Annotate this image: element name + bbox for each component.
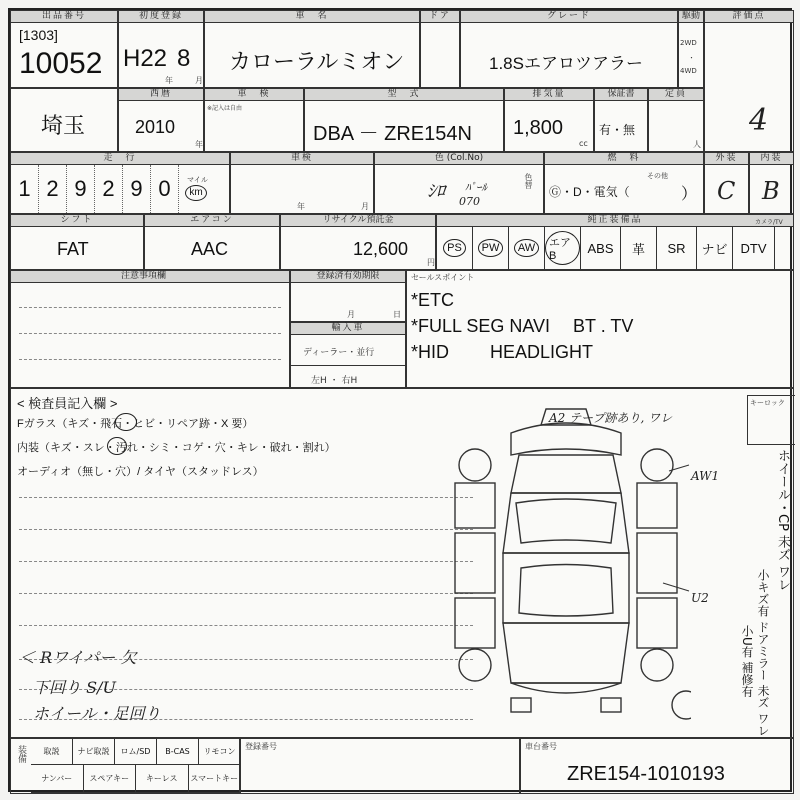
door-label: ドア [421, 11, 459, 23]
accessory-item: ナビ取説 [73, 739, 115, 765]
interior-label: 内装 [750, 153, 793, 165]
import-cell [290, 322, 406, 388]
recycle-amount: 12,600 [353, 239, 409, 259]
key-lock-label: キーロック [750, 399, 785, 407]
recycle-label: リサイクル預託金 [281, 215, 435, 227]
equipment-item [733, 227, 775, 269]
dealer-parallel: ディーラー・並行 [303, 348, 375, 358]
shift-cell [10, 214, 144, 270]
color-label: 色 (Col.No) [375, 153, 543, 165]
accessories-top-row [31, 739, 239, 765]
region: 埼玉 [41, 113, 86, 138]
aircon: AAC [191, 239, 229, 259]
color-cell [374, 152, 544, 214]
first-registration-label: 初度登録 [119, 11, 203, 23]
mileage-label: 走 行 [11, 153, 229, 165]
lot-number: 10052 [19, 47, 103, 80]
door-cell [420, 10, 460, 88]
color-value: ｼﾛ [427, 181, 445, 202]
ownership: 有・無 [599, 123, 636, 137]
registration-number-label: 登録番号 [245, 742, 277, 751]
camera-label: カメラ/TV [755, 219, 783, 226]
equipment-label-text: ナビ [701, 241, 728, 257]
grade: 1.8Sエアロツアラー [489, 54, 643, 73]
sales-point: *FULL SEG NAVI BT . TV [411, 316, 634, 336]
caution-label: 注意事項欄 [11, 271, 289, 283]
equipment-item [581, 227, 621, 269]
auction-sheet [8, 8, 792, 792]
first-registration-month: 8 [177, 45, 191, 72]
inspection-month-unit: 月 [361, 202, 369, 211]
import-label: 輸入車 [291, 323, 405, 335]
inspector-line-2: 内装（キズ・スレ・汚れ・シミ・コゲ・穴・キレ・破れ・割れ） [17, 442, 336, 454]
mileage-digit: 1 [11, 165, 39, 213]
diagram-annotation-aw1: AW1 [691, 469, 720, 483]
equipment-label-text: AW [514, 239, 539, 257]
side-note-3: 小U有 補修有 [740, 625, 754, 698]
accessory-item: ナンバー [31, 765, 84, 793]
sales-point: *HID HEADLIGHT [411, 342, 594, 362]
exterior-cell [704, 152, 749, 214]
ownership-label: 保証書 [595, 89, 647, 101]
capacity-unit: 人 [693, 140, 701, 149]
fuel-other: その他 [647, 172, 668, 180]
model-code: DBA － ZRE154N [313, 123, 472, 145]
lot-number-cell [10, 10, 118, 88]
equipment-item [437, 227, 473, 269]
diagram-annotation-u2: U2 [691, 591, 709, 605]
accessory-item: スペアキー [84, 765, 137, 793]
equipment-list [437, 227, 793, 269]
color-note: ﾊﾟｰﾙ [465, 181, 487, 194]
car-name-label: 車 名 [205, 11, 419, 23]
car-name-cell [204, 10, 420, 88]
exterior-label: 外装 [705, 153, 748, 165]
accessories-bottom-row [31, 765, 239, 793]
equipment-item [657, 227, 697, 269]
capacity-cell [648, 88, 704, 152]
chassis-cell [520, 738, 794, 794]
western-label: 西暦 [119, 89, 203, 101]
equipment-item [509, 227, 545, 269]
inspection-year-unit: 年 [297, 202, 305, 211]
model-year: 2010 [135, 117, 176, 137]
equipment-label-text: ABS [587, 240, 614, 256]
lot-sub: [1303] [19, 27, 58, 43]
recycle-unit: 円 [427, 258, 435, 267]
mileage-digit: 9 [67, 165, 95, 213]
fuel-cell [544, 152, 704, 214]
lot-number-label: 出品番号 [11, 11, 117, 23]
shift: FAT [57, 239, 89, 259]
equipment-label-text: 革 [631, 241, 645, 257]
chassis-number: ZRE154-1010193 [567, 763, 725, 785]
history-label: 車検 [231, 153, 373, 165]
side-note-1: ホイール・CP 未ズ ワレ [775, 449, 790, 592]
model-year-unit: 年 [195, 140, 203, 149]
registration-cell [290, 270, 406, 322]
inspection-date-cell [230, 152, 374, 214]
year-unit: 年 [165, 76, 173, 85]
sales-label: セールスポイント [411, 273, 475, 282]
recycle-cell [280, 214, 436, 270]
equipment-item [697, 227, 733, 269]
inspector-title: < 検査員記入欄 > [17, 396, 118, 411]
inspection-note: ※記入は自由 [207, 105, 243, 112]
fuel-close: ） [681, 186, 698, 203]
drive-label: 駆動 [679, 11, 703, 23]
score-cell [704, 10, 794, 152]
drive-4wd: 4WD [680, 67, 697, 75]
handle-side: 左H ・ 右H [311, 376, 358, 386]
displacement-cell [504, 88, 594, 152]
hand-note-1: ＜ Rワイパー 欠 [19, 648, 137, 667]
accessory-item: キーレス [136, 765, 189, 793]
ownership-cell [594, 88, 648, 152]
score-label: 評価点 [705, 11, 793, 23]
mileage-unit-km: km [185, 185, 207, 201]
equipment-label-text: PS [443, 239, 466, 257]
sales-points-cell [406, 270, 794, 388]
hand-note-2: 下回り S/U [33, 678, 116, 697]
registration-number-cell [240, 738, 520, 794]
mileage-digit: 2 [95, 165, 123, 213]
mileage-unit-mile: マイル [187, 176, 208, 184]
side-note-2: 小キズ有 ドアミラー 未ズ ワレ [756, 569, 770, 737]
drive-dot: ・ [688, 54, 695, 62]
month-unit: 月 [195, 76, 203, 85]
grade-label: グレード [461, 11, 677, 23]
accessory-item: リモコン [199, 739, 241, 765]
model-code-cell [304, 88, 504, 152]
first-registration-era: H22 [123, 45, 168, 72]
inspection-label: 車 検 [205, 89, 303, 101]
accessory-item: 取説 [31, 739, 73, 765]
accessory-item: B-CAS [157, 739, 199, 765]
registration-month: 月 [347, 310, 355, 319]
model-code-label: 型 式 [305, 89, 503, 101]
score: 4 [749, 103, 769, 138]
inspector-line-1: Fガラス（キズ・飛石・ヒビ・リペア跡・X 要） [17, 418, 254, 430]
western-year-cell [118, 88, 204, 152]
mileage-digit: 2 [39, 165, 67, 213]
region-cell [10, 88, 118, 152]
caution-cell [10, 270, 290, 388]
key-lock-cell [747, 395, 795, 445]
mileage-cell [10, 152, 230, 214]
fuel-label: 燃 料 [545, 153, 703, 165]
hand-note-3: ホイール・足回り [33, 704, 161, 723]
equipment-item [621, 227, 657, 269]
car-damage-diagram [441, 403, 691, 723]
equipment-label-text: エアB [545, 231, 580, 265]
capacity-label: 定員 [649, 89, 703, 101]
equipment-item [545, 227, 581, 269]
shift-label: シフト [11, 215, 143, 227]
accessory-item: スマートキー [189, 765, 242, 793]
equipment-label-text: DTV [740, 240, 767, 256]
equipment-label-text: PW [478, 239, 504, 257]
fuel-options: Ⓖ・D・電気（ [549, 185, 630, 199]
accessories-label: 装備 [16, 745, 26, 763]
aircon-cell [144, 214, 280, 270]
registration-label: 登録済有効期限 [291, 271, 405, 283]
inspector-line-3: オーディオ（無し・穴）/ タイヤ（スタッドレス） [17, 466, 264, 478]
displacement-unit: cc [579, 139, 588, 148]
grade-cell [460, 10, 678, 88]
aircon-label: エアコン [145, 215, 279, 227]
interior-grade: B [762, 177, 780, 205]
displacement-label: 排気量 [505, 89, 593, 101]
equipment-label: 純正装備品 [437, 215, 793, 227]
car-name: カローラルミオン [229, 49, 405, 74]
drive-cell [678, 10, 704, 88]
registration-day: 日 [393, 310, 401, 319]
color-code: 070 [459, 195, 480, 208]
sales-point: *ETC [411, 290, 455, 310]
equipment-item [473, 227, 509, 269]
displacement: 1,800 [513, 117, 564, 139]
diagram-annotation-top: A2 テープ跡あり, ワレ [549, 411, 673, 425]
drive-2wd: 2WD [680, 39, 697, 47]
color-change-label: 色替 [524, 173, 533, 189]
equipment-cell [436, 214, 794, 270]
equipment-label-text: SR [667, 240, 686, 256]
chassis-label: 車台番号 [525, 742, 557, 751]
accessories-cell [10, 738, 240, 794]
interior-cell [749, 152, 794, 214]
mileage-digit: 9 [123, 165, 151, 213]
accessory-item: ロム/SD [115, 739, 157, 765]
mileage-digit: 0 [151, 165, 179, 213]
exterior-grade: C [717, 177, 736, 205]
sales-points [411, 287, 633, 365]
first-registration-cell [118, 10, 204, 88]
inspection-cell [204, 88, 304, 152]
inspector-area [10, 388, 794, 738]
